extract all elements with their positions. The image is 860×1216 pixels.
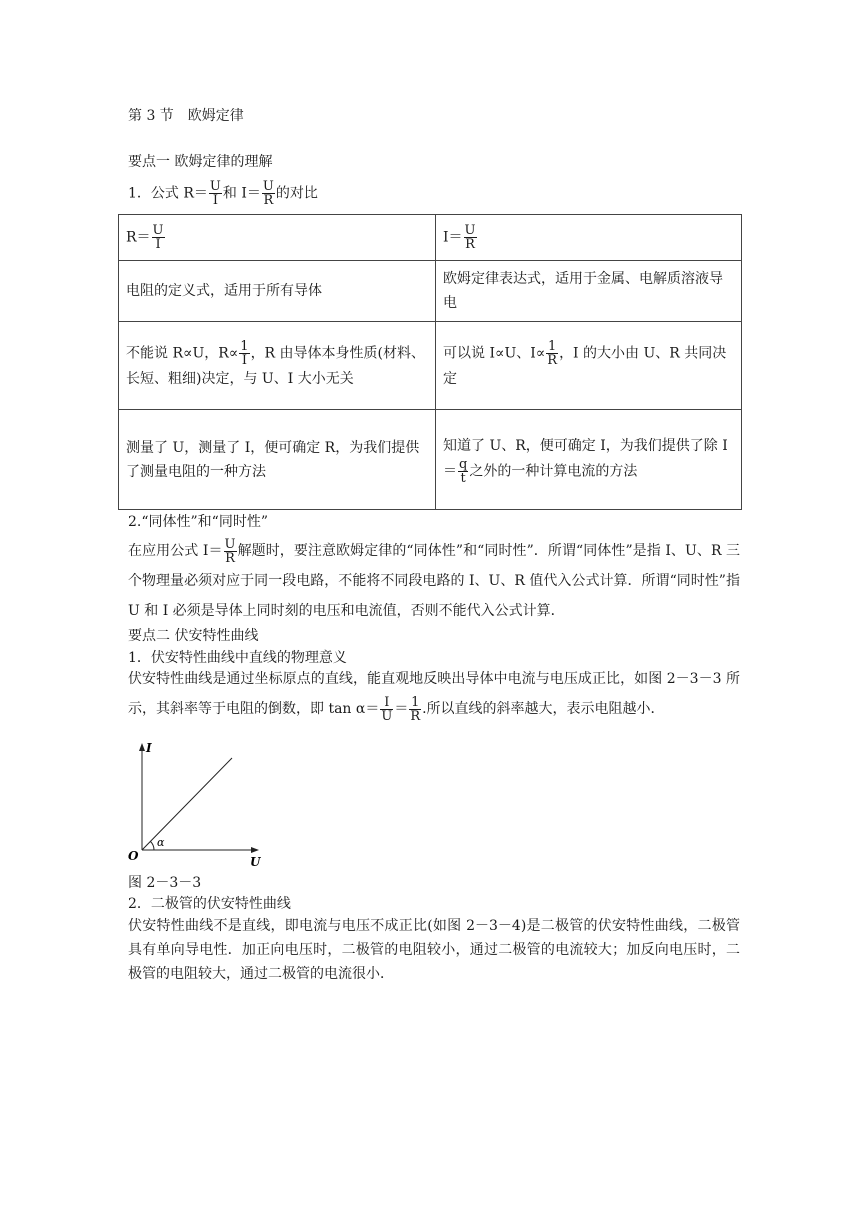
table-header-r: R＝ $\frac{U}{I}$ — [119, 215, 436, 261]
fraction-u-over-r: $\frac{U}{R}$ — [262, 179, 274, 208]
comparison-table — [118, 214, 742, 510]
iu-line — [142, 758, 232, 850]
table-cell: 电阻的定义式，适用于所有导体 — [119, 261, 436, 322]
point2-item2-heading: 2．二极管的伏安特性曲线 — [128, 896, 291, 912]
label-origin: O — [128, 849, 139, 863]
item1-suffix: 的对比 — [275, 185, 318, 202]
point2-item1-paragraph: 伏安特性曲线是通过坐标原点的直线，能直观地反映出导体中电流与电压成正比，如图 2－3－3 所示，其斜率等于电阻的倒数，即 tan α＝ $\frac{I}{U}$ ＝ $\frac{1}{R}$ .所以直线的斜率越大，表示电阻越小． — [128, 671, 740, 724]
point2-item2-paragraph: 伏安特性曲线不是直线，即电流与电压不成正比(如图 2－3－4)是二极管的伏安特性曲线，二极管具有单向导电性．加正向电压时，二极管的电阻较小，通过二极管的电流较大；加反向电压时，二极管的电阻较大，通过二极管的电流很小． — [128, 918, 740, 982]
i-axis-arrow-icon — [139, 743, 145, 751]
label-u: U — [250, 855, 261, 868]
point2-item1-heading: 1．伏安特性曲线中直线的物理意义 — [128, 650, 347, 666]
label-alpha: α — [157, 836, 165, 849]
table-row — [119, 215, 742, 261]
table-row — [119, 410, 742, 510]
section-title: 第 3 节 欧姆定律 — [128, 108, 244, 124]
table-row — [119, 322, 742, 410]
item1-prefix: 1．公式 R＝ — [128, 185, 208, 202]
point1-item2-heading: 2.“同体性”和“同时性” — [128, 514, 268, 530]
table-cell: 知道了 U、R，便可确定 I，为我们提供了除 I＝ $\frac{q}{t}$ 之外的一种计算电流的方法 — [436, 410, 742, 510]
table-row — [119, 261, 742, 322]
point1-item1-heading — [128, 180, 318, 207]
table-cell: 可以说 I∝U、I∝ $\frac{1}{R}$ ，I 的大小由 U、R 共同决定 — [436, 322, 742, 410]
table-cell: 测量了 U，测量了 I，便可确定 R，为我们提供了测量电阻的一种方法 — [119, 410, 436, 510]
figure-caption: 图 2－3－3 — [128, 875, 202, 891]
item1-mid: 和 I＝ — [222, 185, 261, 202]
fraction-u-over-i: $\frac{U}{I}$ — [209, 179, 221, 208]
table-cell: 不能说 R∝U，R∝ $\frac{1}{I}$ ，R 由导体本身性质(材料、长短、粗细)决定，与 U、I 大小无关 — [119, 322, 436, 410]
u-axis-arrow-icon — [251, 847, 259, 853]
label-i: I — [146, 741, 152, 755]
alpha-arc — [150, 841, 154, 850]
point2-heading: 要点二 伏安特性曲线 — [128, 628, 259, 644]
point1-item2-paragraph: 在应用公式 I＝ $\frac{U}{R}$ 解题时，要注意欧姆定律的“同体性”和“同时性”．所谓“同体性”是指 I、U、R 三个物理量必须对应于同一段电路，不能将不同段电路的 I、U、R 值代入公式计算．所谓“同时性”指 U 和 I 必须是导体上同时刻的电压和电流值，否则不能代入公式计算． — [128, 536, 741, 619]
point1-heading: 要点一 欧姆定律的理解 — [128, 154, 273, 170]
iu-graph-figure — [124, 740, 274, 868]
table-header-i: I＝ $\frac{U}{R}$ — [436, 215, 742, 261]
table-cell: 欧姆定律表达式，适用于金属、电解质溶液导电 — [436, 261, 742, 322]
